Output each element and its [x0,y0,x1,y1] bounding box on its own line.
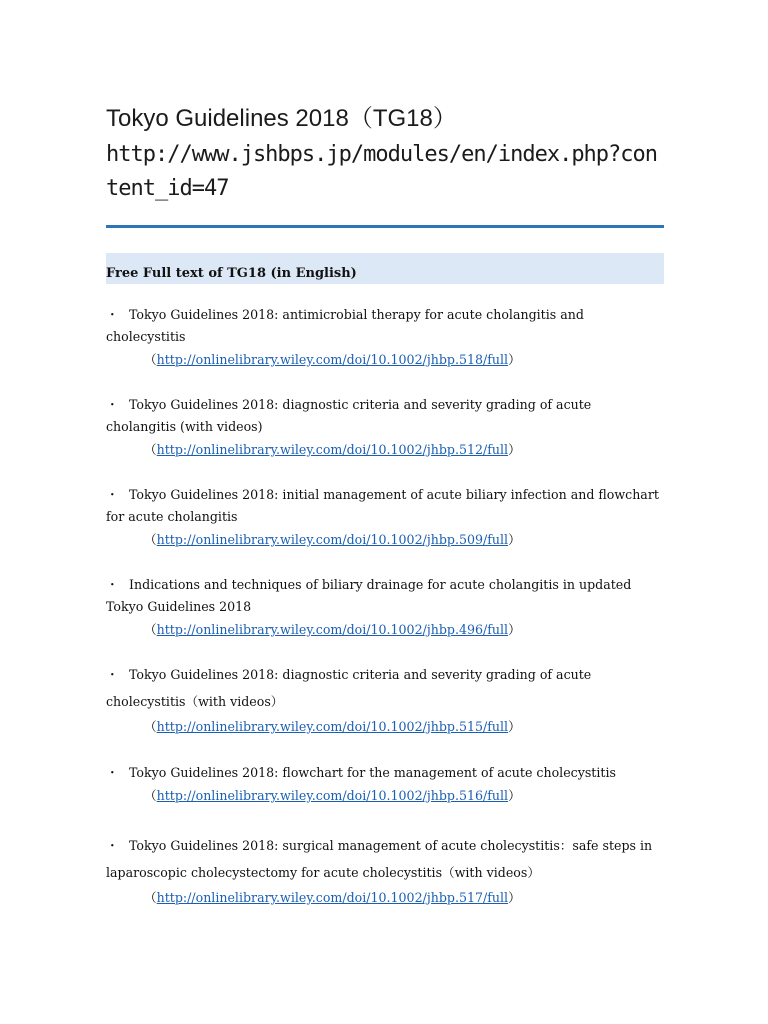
list-item: ・ Tokyo Guidelines 2018: initial management of acute biliary infection and flowchart for acute cholangitis （http://onlinelibrary.wiley.com/doi/10.1002/jhbp.509/full） [106,484,664,552]
bullet: ・ [106,397,119,412]
section-header-text: Free Full text of TG18 (in English) [106,266,357,281]
divider-rule [106,225,664,228]
bullet: ・ [106,765,119,780]
list-item-text: Tokyo Guidelines 2018: surgical management of acute cholecystitis：safe steps in laparoscopic cholecystectomy for acute cholecystitis（with videos） [106,838,653,880]
list-item-text: Tokyo Guidelines 2018: antimicrobial therapy for acute cholangitis and cholecystitis [106,307,584,344]
bullet: ・ [106,667,119,682]
list-item-text: Tokyo Guidelines 2018: diagnostic criteria and severity grading of acute cholecystitis（with videos） [106,667,592,709]
list-item: ・ Tokyo Guidelines 2018: diagnostic criteria and severity grading of acute cholangitis (with videos) （http://onlinelibrary.wiley.com/doi/10.1002/jhbp.512/full） [106,394,664,462]
list-item: ・ Tokyo Guidelines 2018: flowchart for the management of acute cholecystitis （http://onlinelibrary.wiley.com/doi/10.1002/jhbp.516/full） [106,762,664,808]
list-item-text: Tokyo Guidelines 2018: diagnostic criteria and severity grading of acute cholangitis (with videos) [106,397,592,434]
list-item-text: Tokyo Guidelines 2018: flowchart for the management of acute cholecystitis [129,765,616,780]
document-title: Tokyo Guidelines 2018（TG18） [106,105,457,132]
article-link[interactable]: http://onlinelibrary.wiley.com/doi/10.1002/jhbp.512/full [156,442,509,457]
article-link[interactable]: http://onlinelibrary.wiley.com/doi/10.1002/jhbp.517/full [156,890,509,905]
list-item: ・ Tokyo Guidelines 2018: surgical management of acute cholecystitis：safe steps in laparoscopic cholecystectomy for acute cholecystitis（with videos） （http://onlinelibrary.wiley.com/doi/10.1002/jhbp.517/full） [106,832,664,910]
list-item-text: Tokyo Guidelines 2018: initial management of acute biliary infection and flowchart for acute cholangitis [106,487,659,524]
bullet: ・ [106,487,119,502]
bullet: ・ [106,307,119,322]
list-item-text: Indications and techniques of biliary drainage for acute cholangitis in updated Tokyo Guidelines 2018 [106,577,632,614]
list-item: ・ Indications and techniques of biliary drainage for acute cholangitis in updated Tokyo Guidelines 2018 （http://onlinelibrary.wiley.com/doi/10.1002/jhbp.496/full） [106,574,664,642]
section-header [106,253,664,284]
article-link[interactable]: http://onlinelibrary.wiley.com/doi/10.1002/jhbp.515/full [156,719,509,734]
list-item: ・ Tokyo Guidelines 2018: diagnostic criteria and severity grading of acute cholecystitis（with videos） （http://onlinelibrary.wiley.com/doi/10.1002/jhbp.515/full） [106,661,664,739]
bullet: ・ [106,838,119,853]
bullet: ・ [106,577,119,592]
document-url: http://www.jshbps.jp/modules/en/index.php?content_id=47 [106,142,658,201]
article-link[interactable]: http://onlinelibrary.wiley.com/doi/10.1002/jhbp.509/full [156,532,509,547]
article-link[interactable]: http://onlinelibrary.wiley.com/doi/10.1002/jhbp.516/full [156,788,509,803]
article-link[interactable]: http://onlinelibrary.wiley.com/doi/10.1002/jhbp.496/full [156,622,509,637]
list-item: ・ Tokyo Guidelines 2018: antimicrobial therapy for acute cholangitis and cholecystitis （http://onlinelibrary.wiley.com/doi/10.1002/jhbp.518/full） [106,304,664,372]
article-link[interactable]: http://onlinelibrary.wiley.com/doi/10.1002/jhbp.518/full [156,352,509,367]
